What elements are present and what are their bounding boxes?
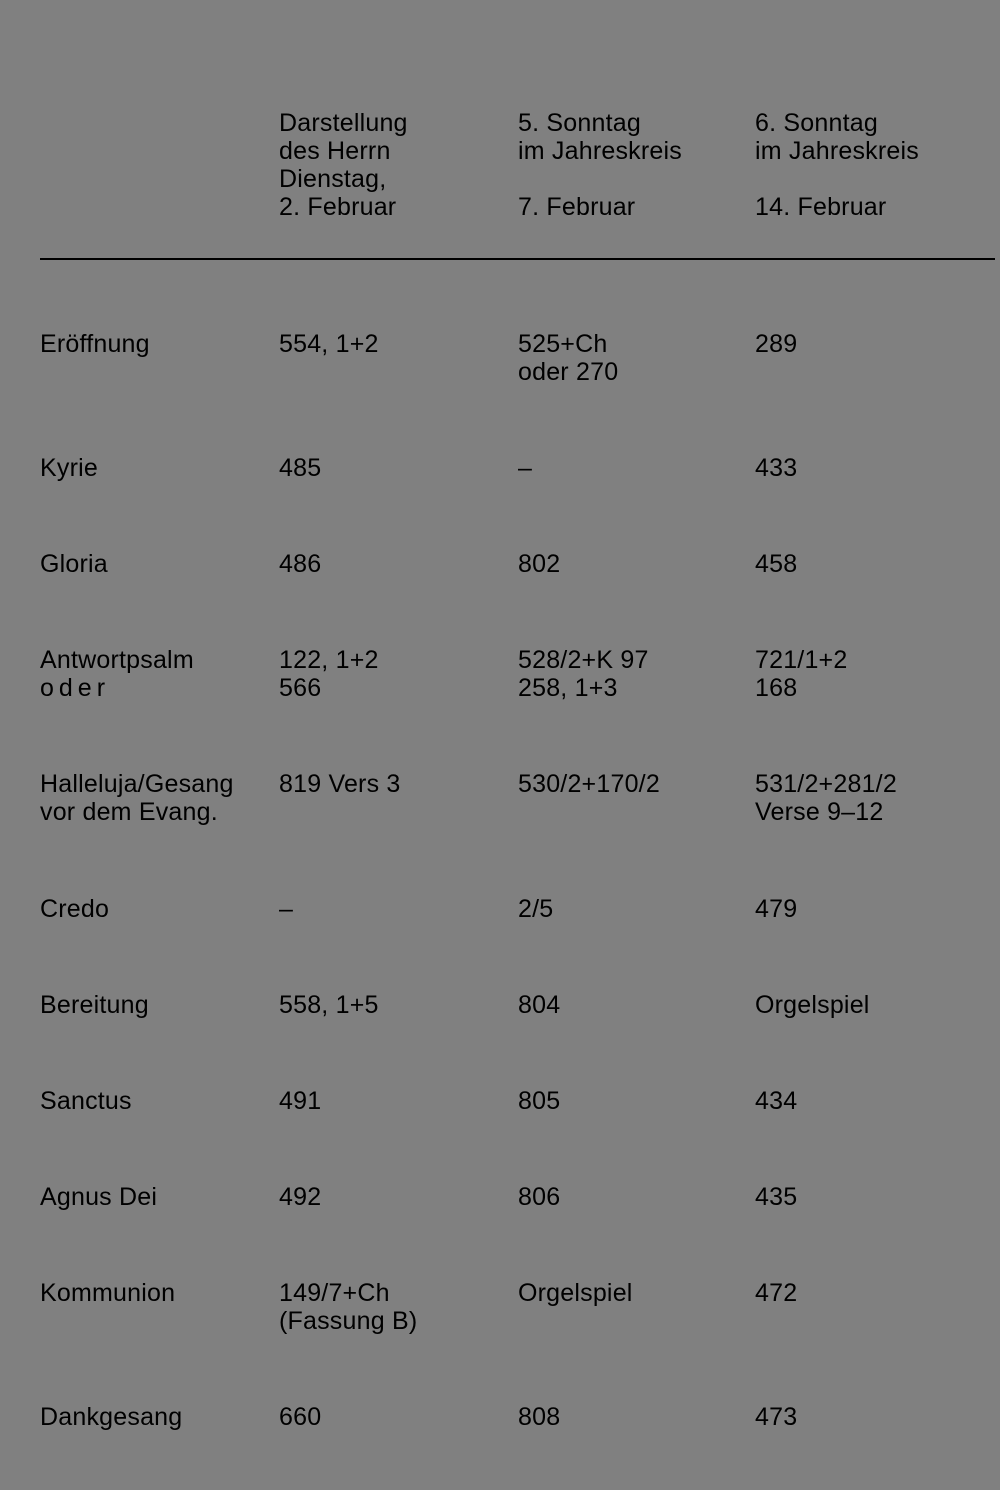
row-dankgesang-col3: 473 — [755, 1403, 798, 1431]
row-label-eroeffnung: Eröffnung — [40, 330, 150, 358]
row-agnus-dei-col2: 806 — [518, 1183, 561, 1211]
header-divider — [40, 258, 995, 260]
row-kommunion-col3: 472 — [755, 1279, 798, 1307]
row-eroeffnung-col3: 289 — [755, 330, 798, 358]
row-bereitung-col3: Orgelspiel — [755, 991, 870, 1019]
row-gloria-col1: 486 — [279, 550, 322, 578]
row-credo-col1: – — [279, 895, 294, 923]
row-dankgesang-col1: 660 — [279, 1403, 322, 1431]
row-eroeffnung-col1: 554, 1+2 — [279, 330, 379, 358]
row-antwortpsalm-col1: 122, 1+2 566 — [279, 646, 379, 702]
row-sanctus-col3: 434 — [755, 1087, 798, 1115]
row-label-oder: oder — [40, 674, 111, 702]
row-kommunion-col1: 149/7+Ch (Fassung B) — [279, 1279, 418, 1335]
row-eroeffnung-col2: 525+Ch oder 270 — [518, 330, 619, 386]
row-label-agnus-dei: Agnus Dei — [40, 1183, 158, 1211]
row-kyrie-col3: 433 — [755, 454, 798, 482]
row-label-bereitung: Bereitung — [40, 991, 149, 1019]
row-bereitung-col1: 558, 1+5 — [279, 991, 379, 1019]
row-sanctus-col2: 805 — [518, 1087, 561, 1115]
row-dankgesang-col2: 808 — [518, 1403, 561, 1431]
row-label-gloria: Gloria — [40, 550, 108, 578]
header-presentation-of-the-lord: Darstellung des Herrn Dienstag, 2. Februar — [279, 109, 408, 221]
row-gloria-col2: 802 — [518, 550, 561, 578]
row-kommunion-col2: Orgelspiel — [518, 1279, 633, 1307]
row-bereitung-col2: 804 — [518, 991, 561, 1019]
row-label-kyrie: Kyrie — [40, 454, 98, 482]
row-halleluja-col2: 530/2+170/2 — [518, 770, 660, 798]
row-gloria-col3: 458 — [755, 550, 798, 578]
row-label-credo: Credo — [40, 895, 110, 923]
row-sanctus-col1: 491 — [279, 1087, 322, 1115]
row-agnus-dei-col1: 492 — [279, 1183, 322, 1211]
row-antwortpsalm-col2: 528/2+K 97 258, 1+3 — [518, 646, 649, 702]
row-label-dankgesang: Dankgesang — [40, 1403, 183, 1431]
row-credo-col3: 479 — [755, 895, 798, 923]
row-halleluja-col3: 531/2+281/2 Verse 9–12 — [755, 770, 897, 826]
row-label-halleluja: Halleluja/Gesang vor dem Evang. — [40, 770, 234, 826]
row-label-kommunion: Kommunion — [40, 1279, 176, 1307]
row-credo-col2: 2/5 — [518, 895, 554, 923]
row-kyrie-col1: 485 — [279, 454, 322, 482]
row-halleluja-col1: 819 Vers 3 — [279, 770, 401, 798]
row-label-sanctus: Sanctus — [40, 1087, 132, 1115]
header-5th-sunday: 5. Sonntag im Jahreskreis 7. Februar — [518, 109, 682, 221]
header-6th-sunday: 6. Sonntag im Jahreskreis 14. Februar — [755, 109, 919, 221]
row-kyrie-col2: – — [518, 454, 533, 482]
row-agnus-dei-col3: 435 — [755, 1183, 798, 1211]
row-label-antwortpsalm: Antwortpsalm — [40, 646, 194, 674]
row-antwortpsalm-col3: 721/1+2 168 — [755, 646, 848, 702]
